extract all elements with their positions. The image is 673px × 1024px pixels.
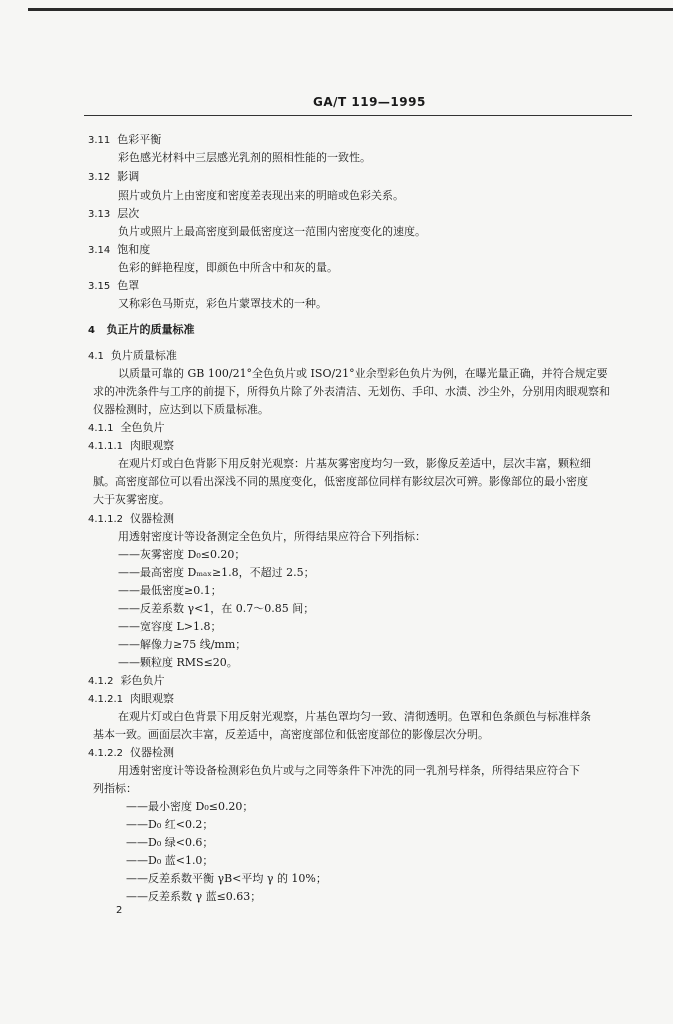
section-title: 仪器检测 [130,746,174,759]
spec-list-item: ——解像力≥75 线/mm； [118,638,247,651]
section-number: 3.13 [88,209,111,220]
section-3-13-heading [88,206,139,223]
section-number: 3.15 [88,281,111,292]
section-number: 4.1.2.1 [88,694,123,705]
spec-list-item: ——D₀ 绿<0.6； [126,836,214,849]
header-rule [84,115,632,116]
scan-top-border [28,8,673,11]
page-number: 2 [116,905,123,916]
section-3-15-text: 又称彩色马斯克，彩色片蒙罩技术的一种。 [118,297,327,310]
section-4-1-paragraph-line: 求的冲洗条件与工序的前提下，所得负片除了外表清洁、无划伤、手印、水渍、沙尘外，分别用肉眼观察和 [93,385,610,398]
section-3-11-heading [88,132,161,149]
section-number: 4.1.2.2 [88,748,123,759]
section-3-15-heading [88,278,139,295]
section-4-1-paragraph-line: 仪器检测时，应达到以下质量标准。 [93,403,269,416]
section-3-13-text: 负片或照片上最高密度到最低密度这一范围内密度变化的速度。 [118,225,426,238]
section-number: 3.14 [88,245,111,256]
spec-list-item: ——最小密度 D₀≤0.20； [126,800,254,813]
section-number: 4.1.2 [88,676,114,687]
section-number: 4.1.1 [88,423,114,434]
section-4-1-1-2-intro: 用透射密度计等设备测定全色负片，所得结果应符合下列指标： [118,530,426,543]
section-title: 肉眼观察 [130,439,174,452]
spec-list-item: ——反差系数 γ<1，在 0.7～0.85 间； [118,602,315,615]
section-4-1-paragraph-line: 以质量可靠的 GB 100/21°全色负片或 ISO/21°业余型彩色负片为例，在曝光量正确，并符合规定要 [118,367,608,380]
section-4-1-2-2-paragraph-line: 列指标： [93,782,137,795]
section-title: 层次 [117,207,140,220]
section-number: 4.1 [88,351,104,362]
section-4-1-2-2-paragraph-line: 用透射密度计等设备检测彩色负片或与之同等条件下冲洗的同一乳剂号样条，所得结果应符合下 [118,764,580,777]
section-number: 4.1.1.2 [88,514,123,525]
section-title: 饱和度 [117,243,151,256]
section-title: 仪器检测 [130,512,174,525]
document-header-id: GA/T 119—1995 [313,95,426,109]
spec-list-item: ——颗粒度 RMS≤20。 [118,656,238,669]
section-4-1-1-1-paragraph-line: 在观片灯或白色背影下用反射光观察：片基灰雾密度均匀一致，影像反差适中，层次丰富，颗粒细 [118,457,591,470]
spec-list-item: ——反差系数平衡 γB<平均 γ 的 10%； [126,872,327,885]
section-3-12-heading [88,169,139,186]
spec-list-item: ——最高密度 Dₘₐₓ≥1.8，不超过 2.5； [118,566,315,579]
section-4-1-1-1-paragraph-line: 大于灰雾密度。 [93,493,170,506]
section-title: 负片质量标准 [110,349,177,362]
section-title: 色罩 [117,279,140,292]
section-4-1-2-1-paragraph-line: 基本一致。画面层次丰富，反差适中，高密度部位和低密度部位的影像层次分明。 [93,728,489,741]
section-3-12-text: 照片或负片上由密度和密度差表现出来的明暗或色彩关系。 [118,189,404,202]
section-4-1-2-2-heading [88,745,174,762]
spec-list-item: ——反差系数 γ 蓝≤0.63； [126,890,262,903]
section-title: 负正片的质量标准 [106,323,195,336]
spec-list-item: ——D₀ 蓝<1.0； [126,854,214,867]
spec-list-item: ——D₀ 红<0.2； [126,818,214,831]
section-4-1-heading [88,348,177,365]
section-4-1-2-heading [88,673,164,690]
section-4-1-1-2-heading [88,511,174,528]
spec-list-item: ——宽容度 L>1.8； [118,620,222,633]
section-3-14-text: 色彩的鲜艳程度，即颜色中所含中和灰的量。 [118,261,338,274]
section-4-1-2-1-heading [88,691,174,708]
section-3-14-heading [88,242,150,259]
section-4-1-1-1-paragraph-line: 腻。高密度部位可以看出深浅不同的黑度变化，低密度部位同样有影纹层次可辨。影像部位的最小密度 [93,475,588,488]
section-number: 3.12 [88,172,111,183]
spec-list-item: ——灰雾密度 D₀≤0.20； [118,548,246,561]
section-4-1-1-heading [88,420,164,437]
section-number: 4.1.1.1 [88,441,123,452]
section-4-heading [88,322,194,339]
section-3-11-text: 彩色感光材料中三层感光乳剂的照相性能的一致性。 [118,151,371,164]
section-4-1-2-1-paragraph-line: 在观片灯或白色背景下用反射光观察，片基色罩均匀一致、清彻透明。色罩和色条颜色与标准样条 [118,710,591,723]
section-title: 色彩平衡 [117,133,162,146]
section-number: 3.11 [88,135,111,146]
section-title: 影调 [117,170,140,183]
section-number: 4 [88,325,95,336]
spec-list-item: ——最低密度≥0.1； [118,584,222,597]
section-title: 全色负片 [120,421,165,434]
section-title: 肉眼观察 [130,692,174,705]
section-4-1-1-1-heading [88,438,174,455]
section-title: 彩色负片 [120,674,165,687]
